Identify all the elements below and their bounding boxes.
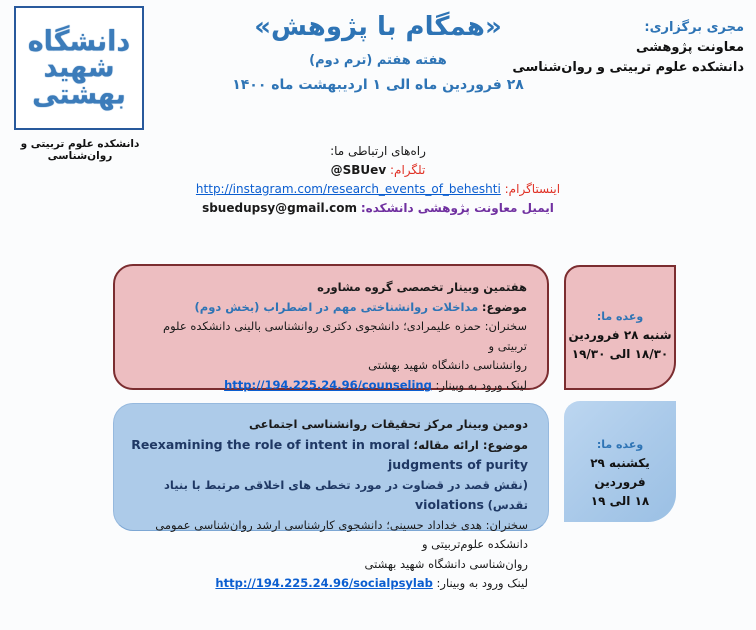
- webinar-link-line: [130, 574, 528, 594]
- socialpsylab-webinar-link[interactable]: http://194.225.24.96/socialpsylab: [215, 576, 433, 590]
- webinar-link-line: [131, 376, 527, 396]
- contact-instagram: [168, 180, 588, 199]
- schedule-card-socialpsy: [564, 401, 676, 522]
- speaker-line-1: سخنران: هدی خداداد حسینی؛ دانشجوی کارشناسی ارشد روان‌شناسی عمومی دانشکده علوم‌تربیتی و: [155, 517, 528, 551]
- organizer-line-2: دانشکده علوم تربیتی و روان‌شناسی: [512, 60, 744, 75]
- speaker-line-2: روان‌شناسی دانشگاه شهید بهشتی: [364, 556, 528, 571]
- topic-text: مداخلات روانشناختی مهم در اضطراب (بخش دوم): [194, 299, 479, 314]
- logo-caption: دانشکده علوم تربیتی و روان‌شناسی: [20, 138, 140, 162]
- topic-english-line1: Reexamining the role of intent in moral judgments of purity: [131, 436, 528, 472]
- schedule-card-counseling: [564, 265, 676, 390]
- topic-english-line2: violations: [415, 497, 484, 512]
- university-logo: [14, 6, 144, 130]
- topic-label: موضوع:: [481, 299, 527, 314]
- logo-word-3: بهشتی: [32, 78, 126, 111]
- page-subtitle: هفته هفتم (ترم دوم): [309, 53, 447, 68]
- webinar-card-counseling: [113, 264, 549, 390]
- page-title: «همگام با پژوهش»: [254, 12, 502, 42]
- contact-heading: راه‌های ارتباطی ما:: [330, 144, 426, 158]
- university-logo-calligraphy: [20, 10, 138, 126]
- instagram-link[interactable]: http://instagram.com/research_events_of_beheshti: [195, 182, 501, 196]
- contact-email: [168, 199, 588, 218]
- schedule-time: ۱۸/۳۰ الی ۱۹/۳۰: [571, 347, 669, 361]
- organizer-line-1: معاونت پژوهشی: [636, 40, 744, 55]
- counseling-webinar-link[interactable]: http://194.225.24.96/counseling: [224, 377, 432, 392]
- schedule-label: وعده ما:: [596, 438, 644, 451]
- telegram-handle: @SBUev: [330, 163, 387, 177]
- topic-label: موضوع: ارائه مقاله؛: [413, 437, 528, 452]
- logo-word-2: شهید: [43, 51, 115, 84]
- instagram-label: اینستاگرام:: [504, 182, 561, 196]
- schedule-time: ۱۸ الی ۱۹: [590, 494, 650, 508]
- contact-telegram: [168, 161, 588, 180]
- webinar-card-socialpsy: [113, 403, 549, 590]
- topic-persian-parenthetical: (نقش قصد در قضاوت در مورد تخطی های اخلاقی مرتبط با بنیاد تقدس): [164, 477, 528, 512]
- schedule-day: یکشنبه ۲۹ فروردین: [590, 456, 650, 489]
- speaker-line-2: روانشناسی دانشگاه شهید بهشتی: [368, 358, 527, 372]
- webinar-title: دومین وبینار مرکز تحقیقات روانشناسی اجتماعی: [249, 417, 528, 431]
- organizer-block: [504, 18, 744, 78]
- organizer-label: مجری برگزاری:: [644, 20, 744, 35]
- webinar-topic-line-2: [130, 476, 528, 516]
- email-label: ایمیل معاونت پژوهشی دانشکده:: [360, 201, 554, 215]
- schedule-label: وعده ما:: [596, 310, 644, 323]
- webinar-topic-line: [131, 298, 527, 318]
- webinar-link-label: لینک ورود به وبینار:: [435, 377, 527, 392]
- webinar-link-label: لینک ورود به وبینار:: [436, 576, 528, 590]
- contact-block: [168, 142, 588, 218]
- webinar-topic-line-1: [130, 435, 528, 476]
- logo-word-1: دانشگاه: [27, 24, 131, 58]
- event-date-range: ۲۸ فروردین ماه الی ۱ اردیبهشت ماه ۱۴۰۰: [232, 77, 524, 93]
- schedule-day: شنبه ۲۸ فروردین: [568, 328, 672, 342]
- telegram-label: تلگرام:: [389, 163, 426, 177]
- speaker-line-1: سخنران: حمزه علیمرادی؛ دانشجوی دکتری روانشناسی بالینی دانشکده علوم تربیتی و: [162, 319, 527, 353]
- email-address: sbuedupsy@gmail.com: [202, 201, 358, 215]
- webinar-title: هفتمین وبینار تخصصی گروه مشاوره: [317, 280, 527, 294]
